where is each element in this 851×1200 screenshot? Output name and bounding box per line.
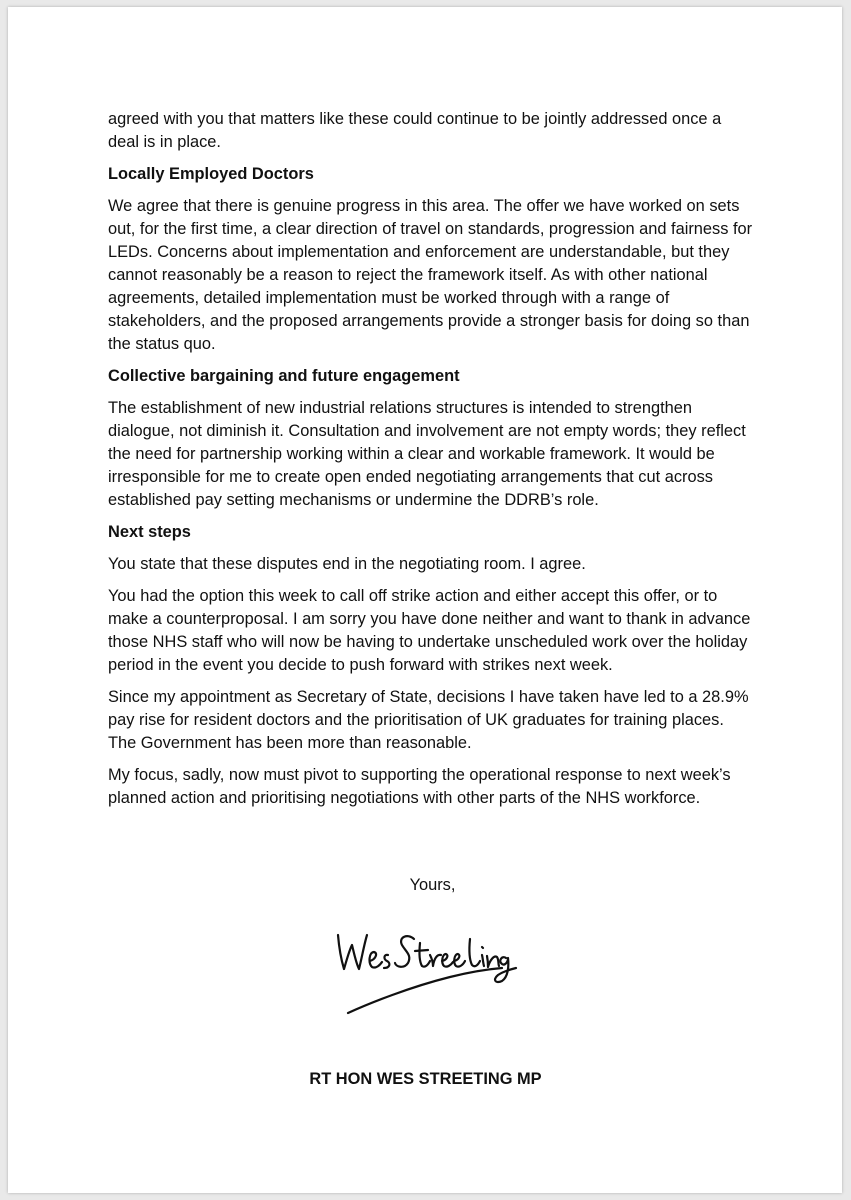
paragraph-continuation: agreed with you that matters like these could continue to be jointly addressed once a deal is in place. bbox=[108, 110, 722, 151]
sign-off bbox=[0, 876, 851, 895]
signatory-name-text: RT HON WES STREETING MP bbox=[309, 1070, 542, 1088]
paragraph-strike-option: You had the option this week to call off strike action and either accept this offer, or to make a counterproposal. I am sorry you have done neither and want to thank in advance those NHS staff who will now be having to undertake unscheduled work over the holiday period in the event you decide to push forward with strikes next week. bbox=[108, 587, 751, 674]
paragraph-led-progress: We agree that there is genuine progress in this area. The offer we have worked on sets out, for the first time, a clear direction of travel on standards, progression and fairness for LEDs. Concerns about implementation and enforcement are understandable, but they cannot reasonably be a reason to reject the framework itself. As with other national agreements, detailed implementation must be worked through with a range of stakeholders, and the proposed arrangements provide a stronger basis for doing so than the status quo. bbox=[108, 197, 753, 353]
paragraph-negotiating-room: You state that these disputes end in the negotiating room. I agree. bbox=[108, 555, 586, 573]
paragraph-focus-pivot: My focus, sadly, now must pivot to supporting the operational response to next week’s planned action and prioritising negotiations with other parts of the NHS workforce. bbox=[108, 766, 731, 807]
paragraph-pay-rise: Since my appointment as Secretary of State, decisions I have taken have led to a 28.9% pay rise for resident doctors and the prioritisation of UK graduates for training places. The Government has been more than reasonable. bbox=[108, 688, 749, 752]
handwritten-signature bbox=[330, 925, 520, 1020]
letter-body bbox=[108, 108, 756, 819]
paragraph-industrial-relations: The establishment of new industrial relations structures is intended to strengthen dialogue, not diminish it. Consultation and involvement are not empty words; they reflect the need for partnership working within a clear and workable framework. It would be irresponsible for me to create open ended negotiating arrangements that cut across established pay setting mechanisms or undermine the DDRB’s role. bbox=[108, 399, 746, 509]
heading-locally-employed-doctors: Locally Employed Doctors bbox=[108, 165, 314, 183]
heading-next-steps: Next steps bbox=[108, 523, 191, 541]
signatory-name bbox=[0, 1070, 851, 1089]
sign-off-text: Yours, bbox=[409, 876, 456, 894]
heading-collective-bargaining: Collective bargaining and future engagement bbox=[108, 367, 460, 385]
